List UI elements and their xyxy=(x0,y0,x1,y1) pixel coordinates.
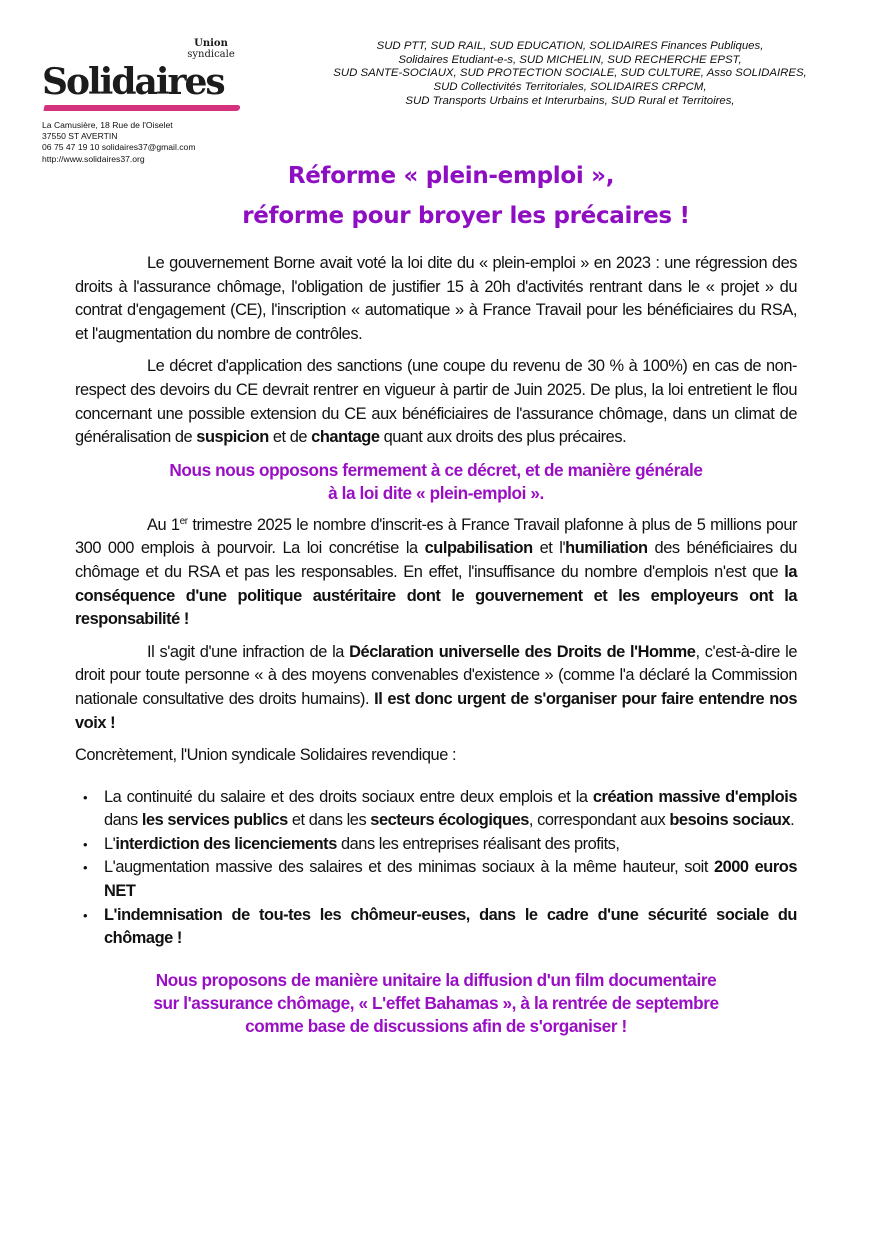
demand-text: L'augmentation massive des salaires et des minimas sociaux à la même hauteur, soit xyxy=(104,858,714,877)
demand-text: L' xyxy=(104,834,116,853)
emphasis-consequence: la conséquence d'une politique austéritaire dont le gouvernement et les employeurs ont la responsabilité ! xyxy=(75,562,797,629)
superscript-er: er xyxy=(179,515,188,527)
solidaires-logo xyxy=(42,38,247,114)
callout-line: sur l'assurance chômage, « L'effet Bahamas », à la rentrée de septembre xyxy=(153,992,719,1013)
demand-text: dans les entreprises réalisant des profits, xyxy=(336,834,620,853)
page-title xyxy=(75,156,797,236)
emphasis-suspicion: suspicion xyxy=(196,428,269,447)
demand-item xyxy=(75,856,797,903)
member-unions-line: SUD SANTE-SOCIAUX, SUD PROTECTION SOCIALE, SUD CULTURE, Asso SOLIDAIRES, xyxy=(333,67,807,80)
callout-line: Nous proposons de manière unitaire la diffusion d'un film documentaire xyxy=(155,969,717,990)
paragraph-text: Le décret d'application des sanctions (une coupe du revenu de 30 % à 100%) en cas de non-respect des devoirs du CE devrait rentrer en vigueur à partir de Juin 2025. De plus, la loi entretient le flou concernant une possible extension du CE aux bénéficiaires de l'assurance chômage, dans un climat de généralisation de xyxy=(75,357,797,447)
paragraph-human-rights xyxy=(75,641,797,735)
paragraph-statistics xyxy=(75,514,797,632)
demand-text: . xyxy=(790,811,795,830)
callout-line: à la loi dite « plein-emploi ». xyxy=(328,482,544,503)
member-unions-line: SUD Transports Urbains et Interurbains, SUD Rural et Territoires, xyxy=(405,94,735,107)
address-website: http://www.solidaires37.org xyxy=(42,153,145,164)
emphasis-culpabilisation: culpabilisation xyxy=(424,539,533,558)
paragraph-decree xyxy=(75,355,797,449)
paragraph-text: des bénéficiaires du chômage et du RSA et pas les responsables. En effet, l'insuffisance du nombre d'emplois n'est que xyxy=(75,539,797,581)
demand-text: et dans les xyxy=(287,811,371,830)
demand-text: La continuité du salaire et des droits sociaux entre deux emplois et la xyxy=(104,787,593,806)
logo-union-text: Union xyxy=(194,38,228,49)
paragraph-text: Au 1 xyxy=(147,515,180,534)
demand-emphasis: création massive d'emplois xyxy=(592,787,797,806)
demand-text: , correspondant aux xyxy=(528,811,670,830)
page-header xyxy=(0,0,874,170)
demand-emphasis: L'indemnisation de tou-tes les chômeur-euses, dans le cadre d'une sécurité sociale du chômage ! xyxy=(104,905,797,948)
title-spacer xyxy=(75,236,797,252)
demand-text: dans xyxy=(104,811,142,830)
demand-emphasis: interdiction des licenciements xyxy=(115,834,337,853)
emphasis-declaration: Déclaration universelle des Droits de l'Homme xyxy=(349,642,696,661)
callout-line: comme base de discussions afin de s'organiser ! xyxy=(245,1015,627,1036)
member-unions-line: Solidaires Etudiant-e-s, SUD MICHELIN, SUD RECHERCHE EPST, xyxy=(398,53,742,66)
bullet-icon: • xyxy=(83,860,88,876)
logo-swoosh-underline xyxy=(43,105,240,111)
bullet-icon: • xyxy=(83,789,88,805)
demands-list xyxy=(75,786,797,951)
member-unions-line: SUD PTT, SUD RAIL, SUD EDUCATION, SOLIDAIRES Finances Publiques, xyxy=(376,40,764,52)
title-line-2: réforme pour broyer les précaires ! xyxy=(242,203,690,229)
paragraph-text: , c'est-à-dire le droit pour toute personne « à des moyens convenables d'existence » (comme l'a déclaré la Commission nationale consultative des droits humains). xyxy=(75,642,797,708)
paragraph-text: et de xyxy=(268,428,312,447)
closing-callout xyxy=(40,969,832,1038)
title-line-1: Réforme « plein-emploi », xyxy=(287,163,615,189)
address-street: La Camusière, 18 Rue de l'Oiselet xyxy=(42,120,173,130)
demand-item xyxy=(75,833,797,857)
paragraph-demands-intro: Concrètement, l'Union syndicale Solidaires revendique : xyxy=(75,746,457,765)
address-city: 37550 ST AVERTIN xyxy=(42,131,118,142)
demand-item xyxy=(75,904,797,951)
logo-union-syndicale xyxy=(180,38,242,60)
demand-emphasis: secteurs écologiques xyxy=(370,811,529,830)
callout-line: Nous nous opposons fermement à ce décret, et de manière générale xyxy=(169,459,703,480)
logo-syndicale-text: syndicale xyxy=(187,49,235,60)
paragraph-text: quant aux droits des plus précaires. xyxy=(379,428,627,447)
paragraph-intro: Le gouvernement Borne avait voté la loi dite du « plein-emploi » en 2023 : une régression des droits à l'assurance chômage, l'obligation de justifier 15 à 20h d'activités rentrant dans le « projet » du contrat d'engagement (CE), l'inscription « automatique » à France Travail pour les bénéficiaires du RSA, et l'augmentation du nombre de contrôles. xyxy=(75,254,797,343)
demand-item xyxy=(75,786,797,833)
paragraph-text: trimestre 2025 le nombre d'inscrit-es à France Travail plafonne à plus de 5 millions pour 300 000 emplois à pourvoir. La loi concrétise la xyxy=(75,515,797,558)
member-unions-list xyxy=(300,40,840,109)
emphasis-humiliation: humiliation xyxy=(565,539,648,558)
paragraph-text: Il s'agit d'une infraction de la xyxy=(147,642,350,661)
emphasis-chantage: chantage xyxy=(311,428,380,447)
demand-emphasis: besoins sociaux xyxy=(669,811,791,830)
bullet-icon: • xyxy=(83,836,88,852)
bullet-icon: • xyxy=(83,907,88,923)
demand-emphasis: les services publics xyxy=(141,811,288,830)
demand-emphasis: 2000 euros NET xyxy=(104,858,797,901)
logo-wordmark: Solidaires xyxy=(42,61,224,103)
paragraph-text: et l' xyxy=(532,539,566,558)
member-unions-line: SUD Collectivités Territoriales, SOLIDAIRES CRPCM, xyxy=(433,81,707,94)
emphasis-urgent: Il est donc urgent de s'organiser pour faire entendre nos voix ! xyxy=(75,689,797,732)
opposition-callout xyxy=(40,459,832,505)
page-content xyxy=(0,153,874,1087)
address-contact: 06 75 47 19 10 solidaires37@gmail.com xyxy=(42,142,196,153)
